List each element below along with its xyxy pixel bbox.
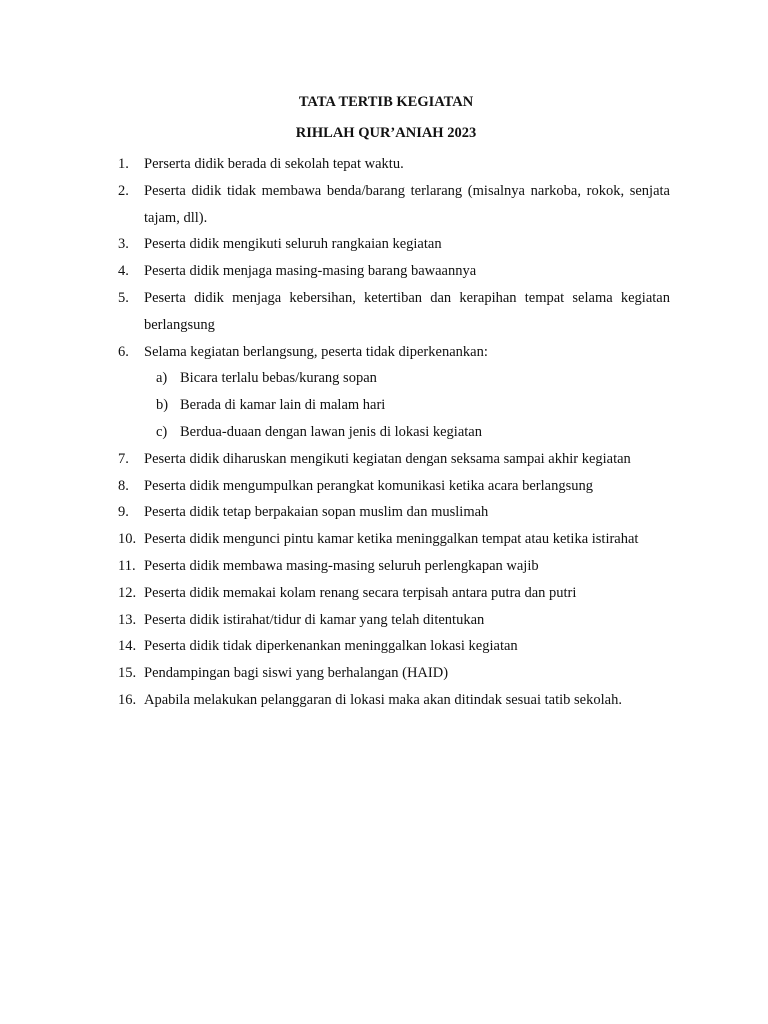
rule-text: Pendampingan bagi siswi yang berhalangan (HAID) — [144, 665, 449, 682]
rule-item-4 — [118, 258, 670, 285]
sub-rule-item-b — [144, 392, 670, 419]
sub-rule-letter: c) — [156, 423, 168, 440]
sub-rule-item-a — [144, 365, 670, 392]
rule-item-3 — [118, 231, 670, 258]
rule-text: Peserta didik tetap berpakaian sopan muslim dan muslimah — [144, 504, 489, 521]
rule-text: Peserta didik diharuskan mengikuti kegiatan dengan seksama sampai akhir kegiatan — [144, 450, 631, 467]
rule-text: Peserta didik mengikuti seluruh rangkaian kegiatan — [144, 236, 442, 253]
rule-item-5 — [118, 285, 670, 339]
sub-rules-list — [144, 365, 670, 445]
rule-text: Peserta didik tidak membawa benda/barang terlarang (misalnya narkoba, rokok, senjata tajam, dll). — [144, 182, 670, 226]
sub-rule-item-c — [144, 419, 670, 446]
rule-text: Peserta didik istirahat/tidur di kamar yang telah ditentukan — [144, 611, 485, 628]
rule-number: 15. — [118, 665, 137, 682]
rule-item-16 — [118, 687, 670, 714]
rule-number: 9. — [118, 504, 129, 521]
rule-number: 10. — [118, 531, 137, 548]
rule-number: 12. — [118, 584, 137, 601]
document-title: TATA TERTIB KEGIATAN — [298, 94, 474, 110]
rule-text: Selama kegiatan berlangsung, peserta tidak diperkenankan: — [144, 343, 488, 360]
rule-item-2 — [118, 178, 670, 232]
rule-number: 16. — [118, 691, 137, 708]
sub-rule-text: Bicara terlalu bebas/kurang sopan — [180, 370, 377, 387]
rule-number: 13. — [118, 611, 137, 628]
rule-number: 3. — [118, 236, 129, 253]
rule-text: Peserta didik tidak diperkenankan meninggalkan lokasi kegiatan — [144, 638, 518, 655]
sub-rule-text: Berdua-duaan dengan lawan jenis di lokasi kegiatan — [180, 423, 482, 440]
rule-item-6 — [118, 339, 670, 446]
rule-number: 1. — [118, 156, 129, 172]
rule-text: Apabila melakukan pelanggaran di lokasi maka akan ditindak sesuai tatib sekolah. — [144, 691, 622, 708]
rule-number: 2. — [118, 182, 129, 199]
rule-number: 6. — [118, 343, 129, 360]
rule-text: Perserta didik berada di sekolah tepat waktu. — [144, 156, 404, 172]
rule-number: 7. — [118, 450, 129, 467]
rule-number: 11. — [118, 557, 136, 574]
rule-text: Peserta didik mengunci pintu kamar ketika meninggalkan tempat atau ketika istirahat — [144, 531, 639, 548]
rule-item-10 — [118, 526, 670, 553]
rule-text: Peserta didik menjaga kebersihan, ketertiban dan kerapihan tempat selama kegiatan berlangsung — [144, 289, 670, 333]
rule-item-14 — [118, 633, 670, 660]
document-subtitle: RIHLAH QUR’ANIAH 2023 — [295, 125, 477, 141]
rules-list — [118, 151, 670, 714]
rule-item-11 — [118, 553, 670, 580]
rule-number: 5. — [118, 289, 129, 306]
rule-item-13 — [118, 607, 670, 634]
sub-rule-letter: b) — [156, 397, 169, 414]
sub-rule-text: Berada di kamar lain di malam hari — [180, 397, 386, 414]
rule-number: 8. — [118, 477, 129, 494]
rule-text: Peserta didik memakai kolam renang secara terpisah antara putra dan putri — [144, 584, 577, 601]
rule-item-7 — [118, 446, 670, 473]
rule-text: Peserta didik menjaga masing-masing barang bawaannya — [144, 263, 477, 280]
rule-number: 14. — [118, 638, 137, 655]
rule-item-8 — [118, 473, 670, 500]
rule-text: Peserta didik mengumpulkan perangkat komunikasi ketika acara berlangsung — [144, 477, 593, 494]
sub-rule-letter: a) — [156, 370, 168, 387]
rule-item-1 — [118, 151, 670, 178]
rule-item-9 — [118, 499, 670, 526]
rule-item-12 — [118, 580, 670, 607]
rule-number: 4. — [118, 263, 129, 280]
rule-item-15 — [118, 660, 670, 687]
rule-text: Peserta didik membawa masing-masing seluruh perlengkapan wajib — [144, 557, 539, 574]
